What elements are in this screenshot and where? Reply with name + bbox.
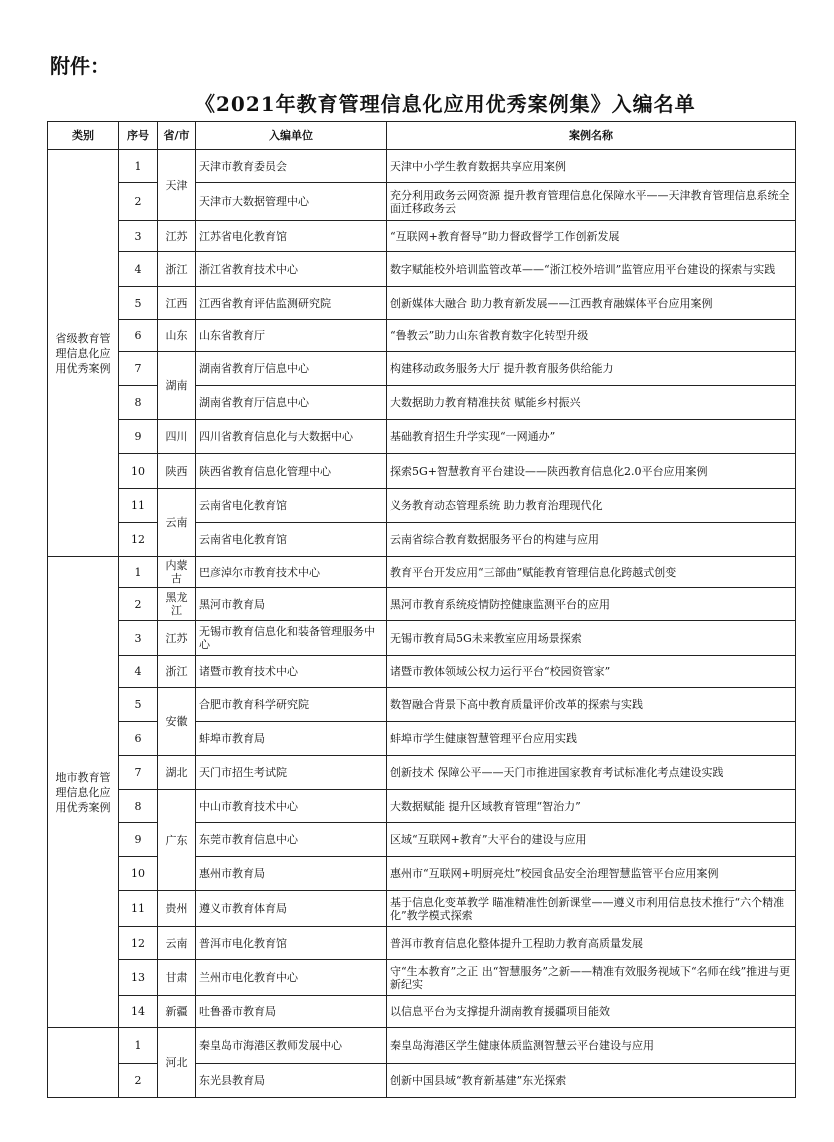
- serial-number-cell: 6: [119, 320, 158, 352]
- unit-cell: 山东省教育厅: [196, 320, 387, 352]
- table-row: [48, 891, 796, 927]
- unit-cell: 云南省电化教育馆: [196, 489, 387, 523]
- province-cell: 黑龙江: [158, 588, 196, 621]
- column-header-number: 序号: [119, 122, 158, 150]
- case-name-cell: 基础教育招生升学实现“一网通办”: [387, 420, 796, 454]
- province-cell: 安徽: [158, 688, 196, 756]
- unit-cell: 浙江省教育技术中心: [196, 252, 387, 287]
- province-cell: 陕西: [158, 454, 196, 489]
- serial-number-cell: 2: [119, 183, 158, 221]
- table-row: [48, 489, 796, 523]
- case-name-cell: 创新技术 保障公平——天门市推进国家教育考试标准化考点建设实践: [387, 756, 796, 790]
- province-cell: 湖北: [158, 756, 196, 790]
- table-body: [48, 150, 796, 1098]
- unit-cell: 诸暨市教育技术中心: [196, 656, 387, 688]
- table-row: [48, 588, 796, 621]
- unit-cell: 惠州市教育局: [196, 857, 387, 891]
- category-cell: [48, 1028, 119, 1098]
- unit-cell: 东光县教育局: [196, 1064, 387, 1098]
- case-name-cell: 区域“互联网+教育”大平台的建设与应用: [387, 823, 796, 857]
- province-cell: 江苏: [158, 221, 196, 252]
- province-cell: 天津: [158, 150, 196, 221]
- table-row: [48, 320, 796, 352]
- column-header-case-name: 案例名称: [387, 122, 796, 150]
- unit-cell: 中山市教育技术中心: [196, 790, 387, 823]
- case-name-cell: 无锡市教育局5G未来教室应用场景探索: [387, 621, 796, 656]
- unit-cell: 无锡市教育信息化和装备管理服务中心: [196, 621, 387, 656]
- serial-number-cell: 8: [119, 386, 158, 420]
- serial-number-cell: 12: [119, 927, 158, 960]
- unit-cell: 东莞市教育信息中心: [196, 823, 387, 857]
- table-row: [48, 557, 796, 588]
- table-header-row: [48, 122, 796, 150]
- province-cell: 内蒙古: [158, 557, 196, 588]
- unit-cell: 四川省教育信息化与大数据中心: [196, 420, 387, 454]
- table-row: [48, 621, 796, 656]
- case-name-cell: 以信息平台为支撑提升湖南教育援疆项目能效: [387, 996, 796, 1028]
- case-list-table: [47, 121, 796, 1098]
- case-name-cell: “鲁教云”助力山东省教育数字化转型升级: [387, 320, 796, 352]
- province-cell: 广东: [158, 790, 196, 891]
- unit-cell: 秦皇岛市海港区教师发展中心: [196, 1028, 387, 1064]
- serial-number-cell: 3: [119, 621, 158, 656]
- serial-number-cell: 14: [119, 996, 158, 1028]
- table-row: [48, 756, 796, 790]
- unit-cell: 湖南省教育厅信息中心: [196, 386, 387, 420]
- case-name-cell: 创新媒体大融合 助力教育新发展——江西教育融媒体平台应用案例: [387, 287, 796, 320]
- serial-number-cell: 7: [119, 352, 158, 386]
- table-row: [48, 150, 796, 183]
- province-cell: 山东: [158, 320, 196, 352]
- unit-cell: 黑河市教育局: [196, 588, 387, 621]
- unit-cell: 巴彦淖尔市教育技术中心: [196, 557, 387, 588]
- serial-number-cell: 2: [119, 588, 158, 621]
- case-name-cell: 构建移动政务服务大厅 提升教育服务供给能力: [387, 352, 796, 386]
- table-row: [48, 352, 796, 386]
- serial-number-cell: 5: [119, 287, 158, 320]
- column-header-province: 省/市: [158, 122, 196, 150]
- province-cell: 江苏: [158, 621, 196, 656]
- unit-cell: 江苏省电化教育馆: [196, 221, 387, 252]
- serial-number-cell: 11: [119, 489, 158, 523]
- table-row: [48, 221, 796, 252]
- category-cell: 地市教育管理信息化应用优秀案例: [48, 557, 119, 1028]
- case-name-cell: 基于信息化变革教学 瞄准精准性创新课堂——遵义市利用信息技术推行“六个精准化”教学模式探索: [387, 891, 796, 927]
- serial-number-cell: 8: [119, 790, 158, 823]
- case-name-cell: 大数据助力教育精准扶贫 赋能乡村振兴: [387, 386, 796, 420]
- serial-number-cell: 11: [119, 891, 158, 927]
- unit-cell: 兰州市电化教育中心: [196, 960, 387, 996]
- case-name-cell: 数字赋能校外培训监管改革——“浙江校外培训”监管应用平台建设的探索与实践: [387, 252, 796, 287]
- attachment-heading: 附件：: [50, 54, 110, 78]
- table-row: [48, 656, 796, 688]
- case-name-cell: 诸暨市教体领域公权力运行平台“校园资管家”: [387, 656, 796, 688]
- case-name-cell: 创新中国县域“教育新基建”东光探索: [387, 1064, 796, 1098]
- serial-number-cell: 13: [119, 960, 158, 996]
- case-name-cell: 惠州市“互联网+明厨亮灶”校园食品安全治理智慧监管平台应用案例: [387, 857, 796, 891]
- province-cell: 湖南: [158, 352, 196, 420]
- serial-number-cell: 1: [119, 1028, 158, 1064]
- table-row: [48, 960, 796, 996]
- table-row: [48, 1028, 796, 1064]
- serial-number-cell: 7: [119, 756, 158, 790]
- table-row: [48, 790, 796, 823]
- unit-cell: 天门市招生考试院: [196, 756, 387, 790]
- province-cell: 河北: [158, 1028, 196, 1098]
- province-cell: 浙江: [158, 656, 196, 688]
- province-cell: 甘肃: [158, 960, 196, 996]
- case-name-cell: 普洱市教育信息化整体提升工程助力教育高质量发展: [387, 927, 796, 960]
- case-name-cell: 守“生本教育”之正 出“智慧服务”之新——精准有效服务视域下“名师在线”推进与更新纪实: [387, 960, 796, 996]
- table-row: [48, 252, 796, 287]
- serial-number-cell: 10: [119, 857, 158, 891]
- unit-cell: 吐鲁番市教育局: [196, 996, 387, 1028]
- table-row: [48, 287, 796, 320]
- serial-number-cell: 9: [119, 823, 158, 857]
- serial-number-cell: 1: [119, 557, 158, 588]
- province-cell: 四川: [158, 420, 196, 454]
- serial-number-cell: 2: [119, 1064, 158, 1098]
- case-name-cell: 秦皇岛海港区学生健康体质监测智慧云平台建设与应用: [387, 1028, 796, 1064]
- unit-cell: 蚌埠市教育局: [196, 722, 387, 756]
- unit-cell: 陕西省教育信息化管理中心: [196, 454, 387, 489]
- province-cell: 新疆: [158, 996, 196, 1028]
- table-row: [48, 420, 796, 454]
- unit-cell: 江西省教育评估监测研究院: [196, 287, 387, 320]
- serial-number-cell: 4: [119, 656, 158, 688]
- case-name-cell: 数智融合背景下高中教育质量评价改革的探索与实践: [387, 688, 796, 722]
- table-row: [48, 927, 796, 960]
- table-row: [48, 996, 796, 1028]
- table-row: [48, 688, 796, 722]
- case-name-cell: 教育平台开发应用“三部曲”赋能教育管理信息化跨越式创变: [387, 557, 796, 588]
- unit-cell: 云南省电化教育馆: [196, 523, 387, 557]
- unit-cell: 合肥市教育科学研究院: [196, 688, 387, 722]
- province-cell: 云南: [158, 489, 196, 557]
- unit-cell: 湖南省教育厅信息中心: [196, 352, 387, 386]
- serial-number-cell: 1: [119, 150, 158, 183]
- case-name-cell: 黑河市教育系统疫情防控健康监测平台的应用: [387, 588, 796, 621]
- province-cell: 浙江: [158, 252, 196, 287]
- serial-number-cell: 6: [119, 722, 158, 756]
- serial-number-cell: 3: [119, 221, 158, 252]
- case-name-cell: 云南省综合教育数据服务平台的构建与应用: [387, 523, 796, 557]
- province-cell: 江西: [158, 287, 196, 320]
- unit-cell: 天津市大数据管理中心: [196, 183, 387, 221]
- column-header-category: 类别: [48, 122, 119, 150]
- serial-number-cell: 12: [119, 523, 158, 557]
- province-cell: 云南: [158, 927, 196, 960]
- page-title: 《2021年教育管理信息化应用优秀案例集》入编名单: [195, 92, 696, 116]
- case-name-cell: 蚌埠市学生健康智慧管理平台应用实践: [387, 722, 796, 756]
- column-header-unit: 入编单位: [196, 122, 387, 150]
- category-cell: 省级教育管理信息化应用优秀案例: [48, 150, 119, 557]
- serial-number-cell: 5: [119, 688, 158, 722]
- serial-number-cell: 9: [119, 420, 158, 454]
- unit-cell: 普洱市电化教育馆: [196, 927, 387, 960]
- unit-cell: 遵义市教育体育局: [196, 891, 387, 927]
- serial-number-cell: 4: [119, 252, 158, 287]
- case-name-cell: 探索5G+智慧教育平台建设——陕西教育信息化2.0平台应用案例: [387, 454, 796, 489]
- province-cell: 贵州: [158, 891, 196, 927]
- case-name-cell: 义务教育动态管理系统 助力教育治理现代化: [387, 489, 796, 523]
- case-name-cell: 大数据赋能 提升区域教育管理“智治力”: [387, 790, 796, 823]
- table-row: [48, 454, 796, 489]
- serial-number-cell: 10: [119, 454, 158, 489]
- case-name-cell: “互联网+教育督导”助力督政督学工作创新发展: [387, 221, 796, 252]
- unit-cell: 天津市教育委员会: [196, 150, 387, 183]
- case-name-cell: 充分利用政务云网资源 提升教育管理信息化保障水平——天津教育管理信息系统全面迁移政务云: [387, 183, 796, 221]
- case-name-cell: 天津中小学生教育数据共享应用案例: [387, 150, 796, 183]
